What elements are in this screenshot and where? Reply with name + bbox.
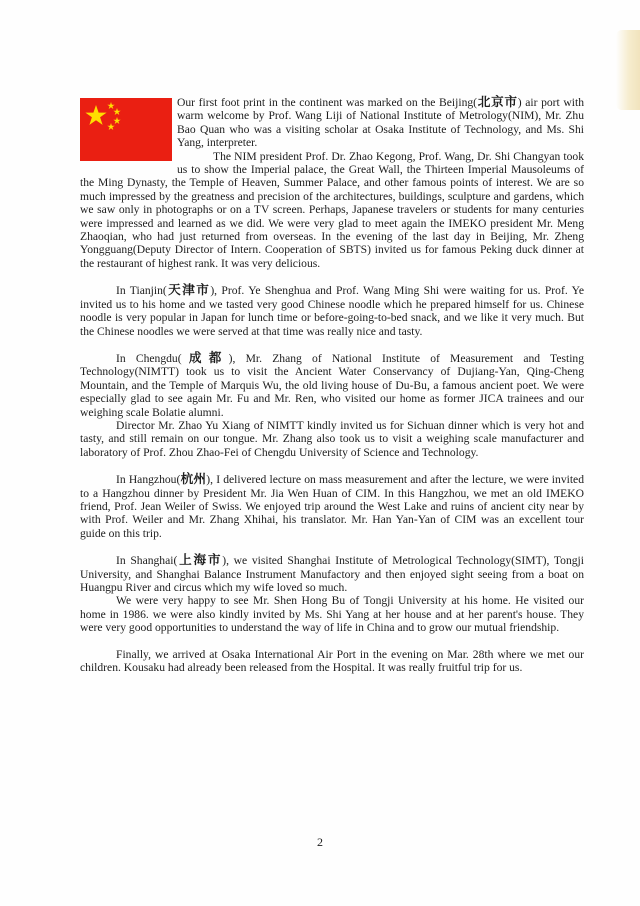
paragraph-beijing-sightseeing (80, 150, 584, 271)
paragraph-text: Director Mr. Zhao Yu Xiang of NIMTT kindly invited us for Sichuan dinner which is very hot and tasty, and still remain on our tongue. Mr. Zhang also took us to visit a weighing scale manufacturer and laboratory of Prof. Zhou Zhao-Fei of Chengdu University of Science and Technology. (80, 418, 584, 459)
chinese-place-name: 上海市 (177, 552, 223, 568)
paragraph-text: In Hangzhou(杭州), I delivered lecture on mass measurement and after the lecture, we were invited to a Hangzhou dinner by President Mr. Jia Wen Huan of CIM. In this Hangzhou, we met an old IMEKO friend, Prof. Jean Weiler of Swiss. We enjoyed trip around the West Lake and ruins of ancient city near by with Prof. Weiler and Mr. Zhang Xhihai, his translator. Mr. Han Yan-Yan of CIM was an excellent tour guide on this trip. (80, 471, 585, 540)
chinese-place-name: 成都 (181, 349, 229, 365)
paragraph-text: In Tianjin(天津市), Prof. Ye Shenghua and Prof. Wang Ming Shi were waiting for us. Prof. Ye invited us to his home and we tasted very good Chinese noodle which he prepared himself for us. Chinese noodle is very popular in Japan for lunch time or before-going-to-bed snack, and we like it very much. But the Chinese noodles we were served at that time was really nice and tasty. (80, 282, 584, 338)
page-number: 2 (317, 835, 323, 849)
chinese-place-name: 天津市 (166, 282, 211, 298)
china-flag-icon (80, 98, 172, 161)
paragraph-chengdu (80, 351, 584, 419)
paragraph-beijing-arrival (80, 95, 584, 150)
paragraph-shanghai (80, 553, 584, 594)
paragraph-text: The NIM president Prof. Dr. Zhao Kegong, Prof. Wang, Dr. Shi Changyan took us to show the Imperial palace, the Great Wall, the Thirteen Imperial Mausoleums of the Ming Dynasty, the Temple of Heaven, Summer Palace, and other famous points of interest. We are so much impressed by the greatness and precision of the architectures, buildings, sculpture and gardens, which we saw only in photographs or on a TV screen. Perhaps, Japanese travelers or students for many centuries were impressed and learned as we did. We were very glad to meet again the IMEKO president Mr. Meng Zhaoqian, who had just returned from overseas. In the evening of the last day in Beijing, Mr. Zheng Yongguang(Deputy Director of Intern. Cooperation of SBTS) invited us for famous Peking duck dinner at the restaurant of highest rank. It was very delicious. (80, 149, 584, 270)
chinese-place-name: 北京市 (477, 94, 518, 109)
paragraph-text: In Shanghai(上海市), we visited Shanghai Institute of Metrological Technology(SIMT), Tongji University, and Shanghai Balance Instrument Manufactory and then enjoyed sight seeing from a boat on Huangpu River and circus which my wife loved so much. (80, 552, 584, 594)
paragraph-text: Finally, we arrived at Osaka International Air Port in the evening on Mar. 28th where we met our children. Kousaku had already been released from the Hospital. It was really fruitful trip for us. (80, 647, 584, 675)
chinese-place-name: 杭州 (180, 471, 207, 487)
document-body (80, 95, 584, 674)
paragraph-chengdu-dinner (80, 419, 584, 459)
paper-edge-stain (616, 30, 640, 110)
paragraph-tianjin (80, 283, 584, 338)
flag-field (80, 98, 172, 161)
paragraph-shanghai-visits (80, 594, 584, 634)
paragraph-text: In Chengdu(成都), Mr. Zhang of National Institute of Measurement and Testing Technology(NIMTT) took us to visit the Ancient Water Conservancy of Dujiang-Yan, Qing-Cheng Mountain, and the Temple of Marquis Wu, the old living house of Du-Bu, a famous ancient poet. We were especially glad to see again Mr. Fu and Mr. Ren, who visited our home as former JICA trainees and our weighing scale Bolatie alumni. (80, 349, 585, 419)
paragraph-text: Our first foot print in the continent was marked on the Beijing(北京市) air port with warm welcome by Prof. Wang Liji of National Institute of Metrology(NIM), Mr. Zhu Bao Quan who was a visiting scholar at Osaka Institute of Technology, and Ms. Shi Yang, interpreter. (177, 94, 585, 150)
china-flag-image (80, 98, 172, 161)
paragraph-hangzhou (80, 472, 584, 540)
paragraph-return-osaka (80, 648, 584, 675)
paragraph-text: We were very happy to see Mr. Shen Hong Bu of Tongji University at his home. He visited our home in 1986. we were also kindly invited by Ms. Shi Yang at her house and at her parent's house. They were very good opportunities to understand the way of life in China and to grow our mutual friendship. (80, 594, 584, 635)
